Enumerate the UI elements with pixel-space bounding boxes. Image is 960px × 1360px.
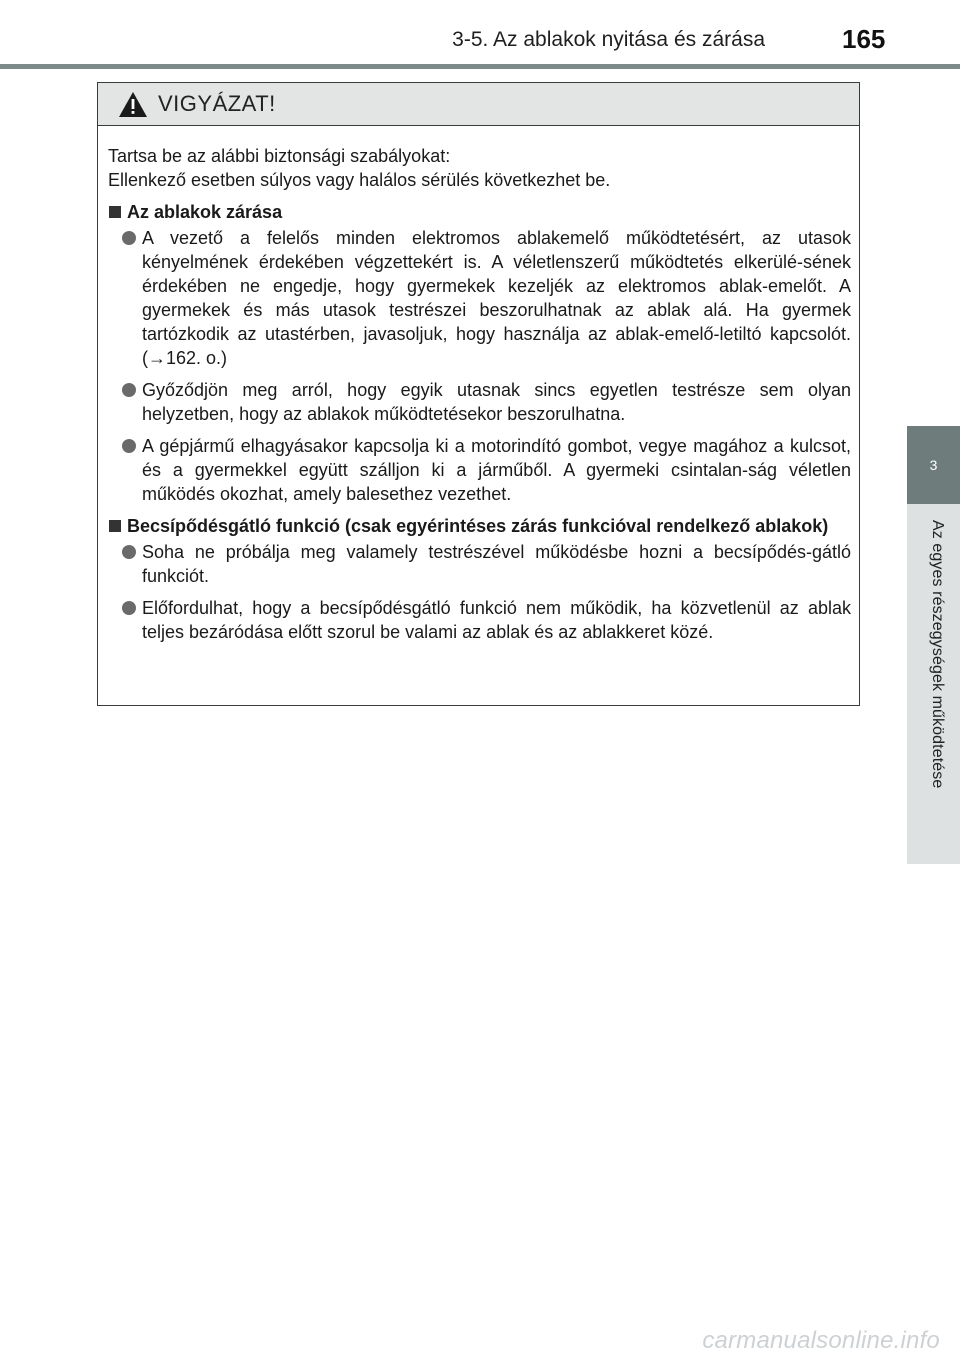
section-heading-jam-protection [108, 514, 851, 538]
list-item [122, 434, 851, 506]
warning-intro [108, 144, 851, 192]
square-bullet-icon [109, 206, 121, 218]
watermark: carmanualsonline.info [702, 1327, 940, 1354]
warning-box [97, 82, 860, 706]
warning-body [98, 126, 859, 644]
list-item-text: A gépjármű elhagyásakor kapcsolja ki a motorindító gombot, vegye magához a kulcsot, és a gyermekkel együtt szálljon ki a járműből. A gyermeki csintalan-ság véletlen működés okozhat, amely balesethez vezethet. [142, 436, 851, 504]
list-item [122, 596, 851, 644]
warning-triangle-icon [118, 91, 148, 118]
round-bullet-icon [122, 545, 136, 559]
list-item-text: Győződjön meg arról, hogy egyik utasnak sincs egyetlen testrésze sem olyan helyzetben, hogy az ablakok működtetésekor beszorulhatna. [142, 380, 851, 424]
square-bullet-icon [109, 520, 121, 532]
list-item-text: Előfordulhat, hogy a becsípődésgátló funkció nem működik, ha közvetlenül az ablak teljes bezáródása előtt szorul be valami az ablak és az ablakkeret közé. [142, 598, 851, 642]
warning-intro-line-2: Ellenkező esetben súlyos vagy halálos sérülés következhet be. [108, 170, 611, 190]
section-heading-text: Az ablakok zárása [127, 202, 283, 222]
round-bullet-icon [122, 383, 136, 397]
section-heading-text: Becsípődésgátló funkció (csak egyérintéses zárás funkcióval rendelkező ablakok) [127, 516, 829, 536]
round-bullet-icon [122, 439, 136, 453]
header-rule [0, 64, 960, 69]
round-bullet-icon [122, 231, 136, 245]
list-item-text: A vezető a felelős minden elektromos ablakemelő működtetésért, az utasok kényelmének érdekében végzettekért is. A véletlenszerű működtetés elkerülé-sének érdekében ne engedje, hogy gyermekek kezeljék az elektromos ablak-emelőt. A gyermekek és más utasok testrészei beszorulhatnak az ablak alá. Ha gyermek tartózkodik az utastérben, javasoljuk, hogy használja az ablak-emelő-letiltó kapcsolót. (→162. o.) [142, 228, 851, 368]
page-number: 165 [842, 24, 886, 54]
warning-title: VIGYÁZAT! [158, 91, 276, 116]
chapter-tab: 3 [907, 426, 960, 504]
page-header-title: 3-5. Az ablakok nyitása és zárása [452, 28, 765, 51]
list-item [122, 540, 851, 588]
list-item [122, 378, 851, 426]
round-bullet-icon [122, 601, 136, 615]
list-item-text: Soha ne próbálja meg valamely testrészével működésbe hozni a becsípődés-gátló funkciót. [142, 542, 851, 586]
warning-intro-line-1: Tartsa be az alábbi biztonsági szabályokat: [108, 146, 451, 166]
list-item [122, 226, 851, 370]
chapter-label: Az egyes részegységek működtetése [929, 520, 946, 789]
warning-header [98, 83, 859, 126]
section-heading-window-closing [108, 200, 851, 224]
